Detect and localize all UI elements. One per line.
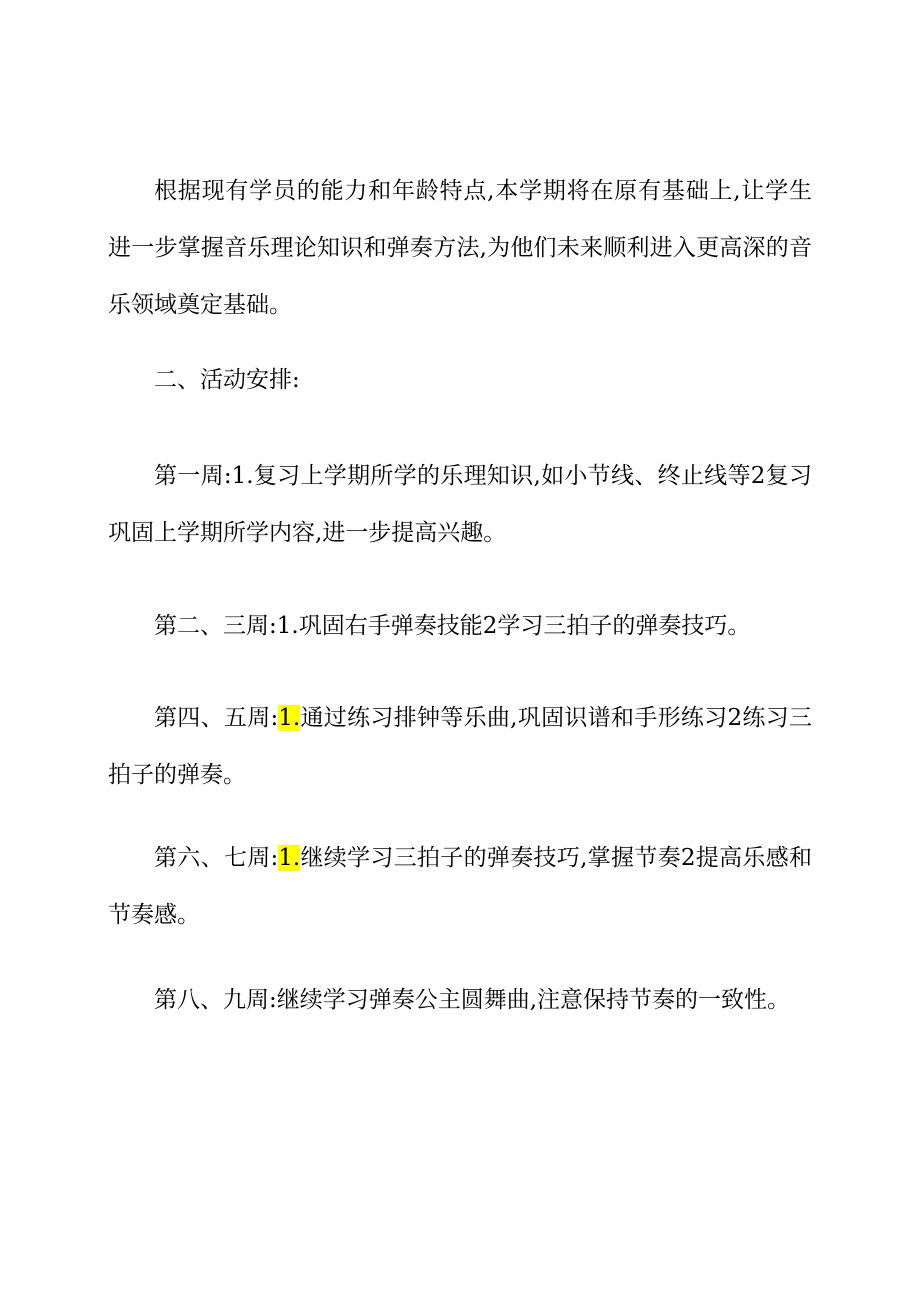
week2-3-paragraph: 第二、三周:1.巩固右手弹奏技能2学习三拍子的弹奏技巧。 — [154, 613, 751, 639]
week4-5-text: 通过练习排钟等乐曲,巩固识谱和手形练习2练习三拍子的弹奏。 — [108, 705, 813, 788]
intro-paragraph: 根据现有学员的能力和年龄特点,本学期将在原有基础上,让学生进一步掌握音乐理论知识和弹奏方法,为他们未来顺利进入更高深的音乐领域奠定基础。 — [108, 178, 812, 318]
week1-paragraph: 第一周:1.复习上学期所学的乐理知识,如小节线、终止线等2复习巩固上学期所学内容,进一步提高兴趣。 — [108, 463, 812, 546]
week6-7-text: 继续学习三拍子的弹奏技巧,掌握节奏2提高乐感和节奏感。 — [108, 845, 813, 928]
week6-7-prefix: 第六、七周: — [154, 845, 279, 871]
week8-9-paragraph: 第八、九周:继续学习弹奏公主圆舞曲,注意保持节奏的一致性。 — [154, 987, 791, 1013]
week6-7-highlighted-marker: 1. — [278, 845, 301, 871]
week6-7-paragraph — [108, 830, 812, 944]
section-heading: 二、活动安排: — [154, 367, 300, 393]
week4-5-highlighted-marker: 1. — [278, 705, 301, 731]
week4-5-prefix: 第四、五周: — [154, 705, 279, 731]
week4-5-paragraph — [108, 690, 812, 804]
